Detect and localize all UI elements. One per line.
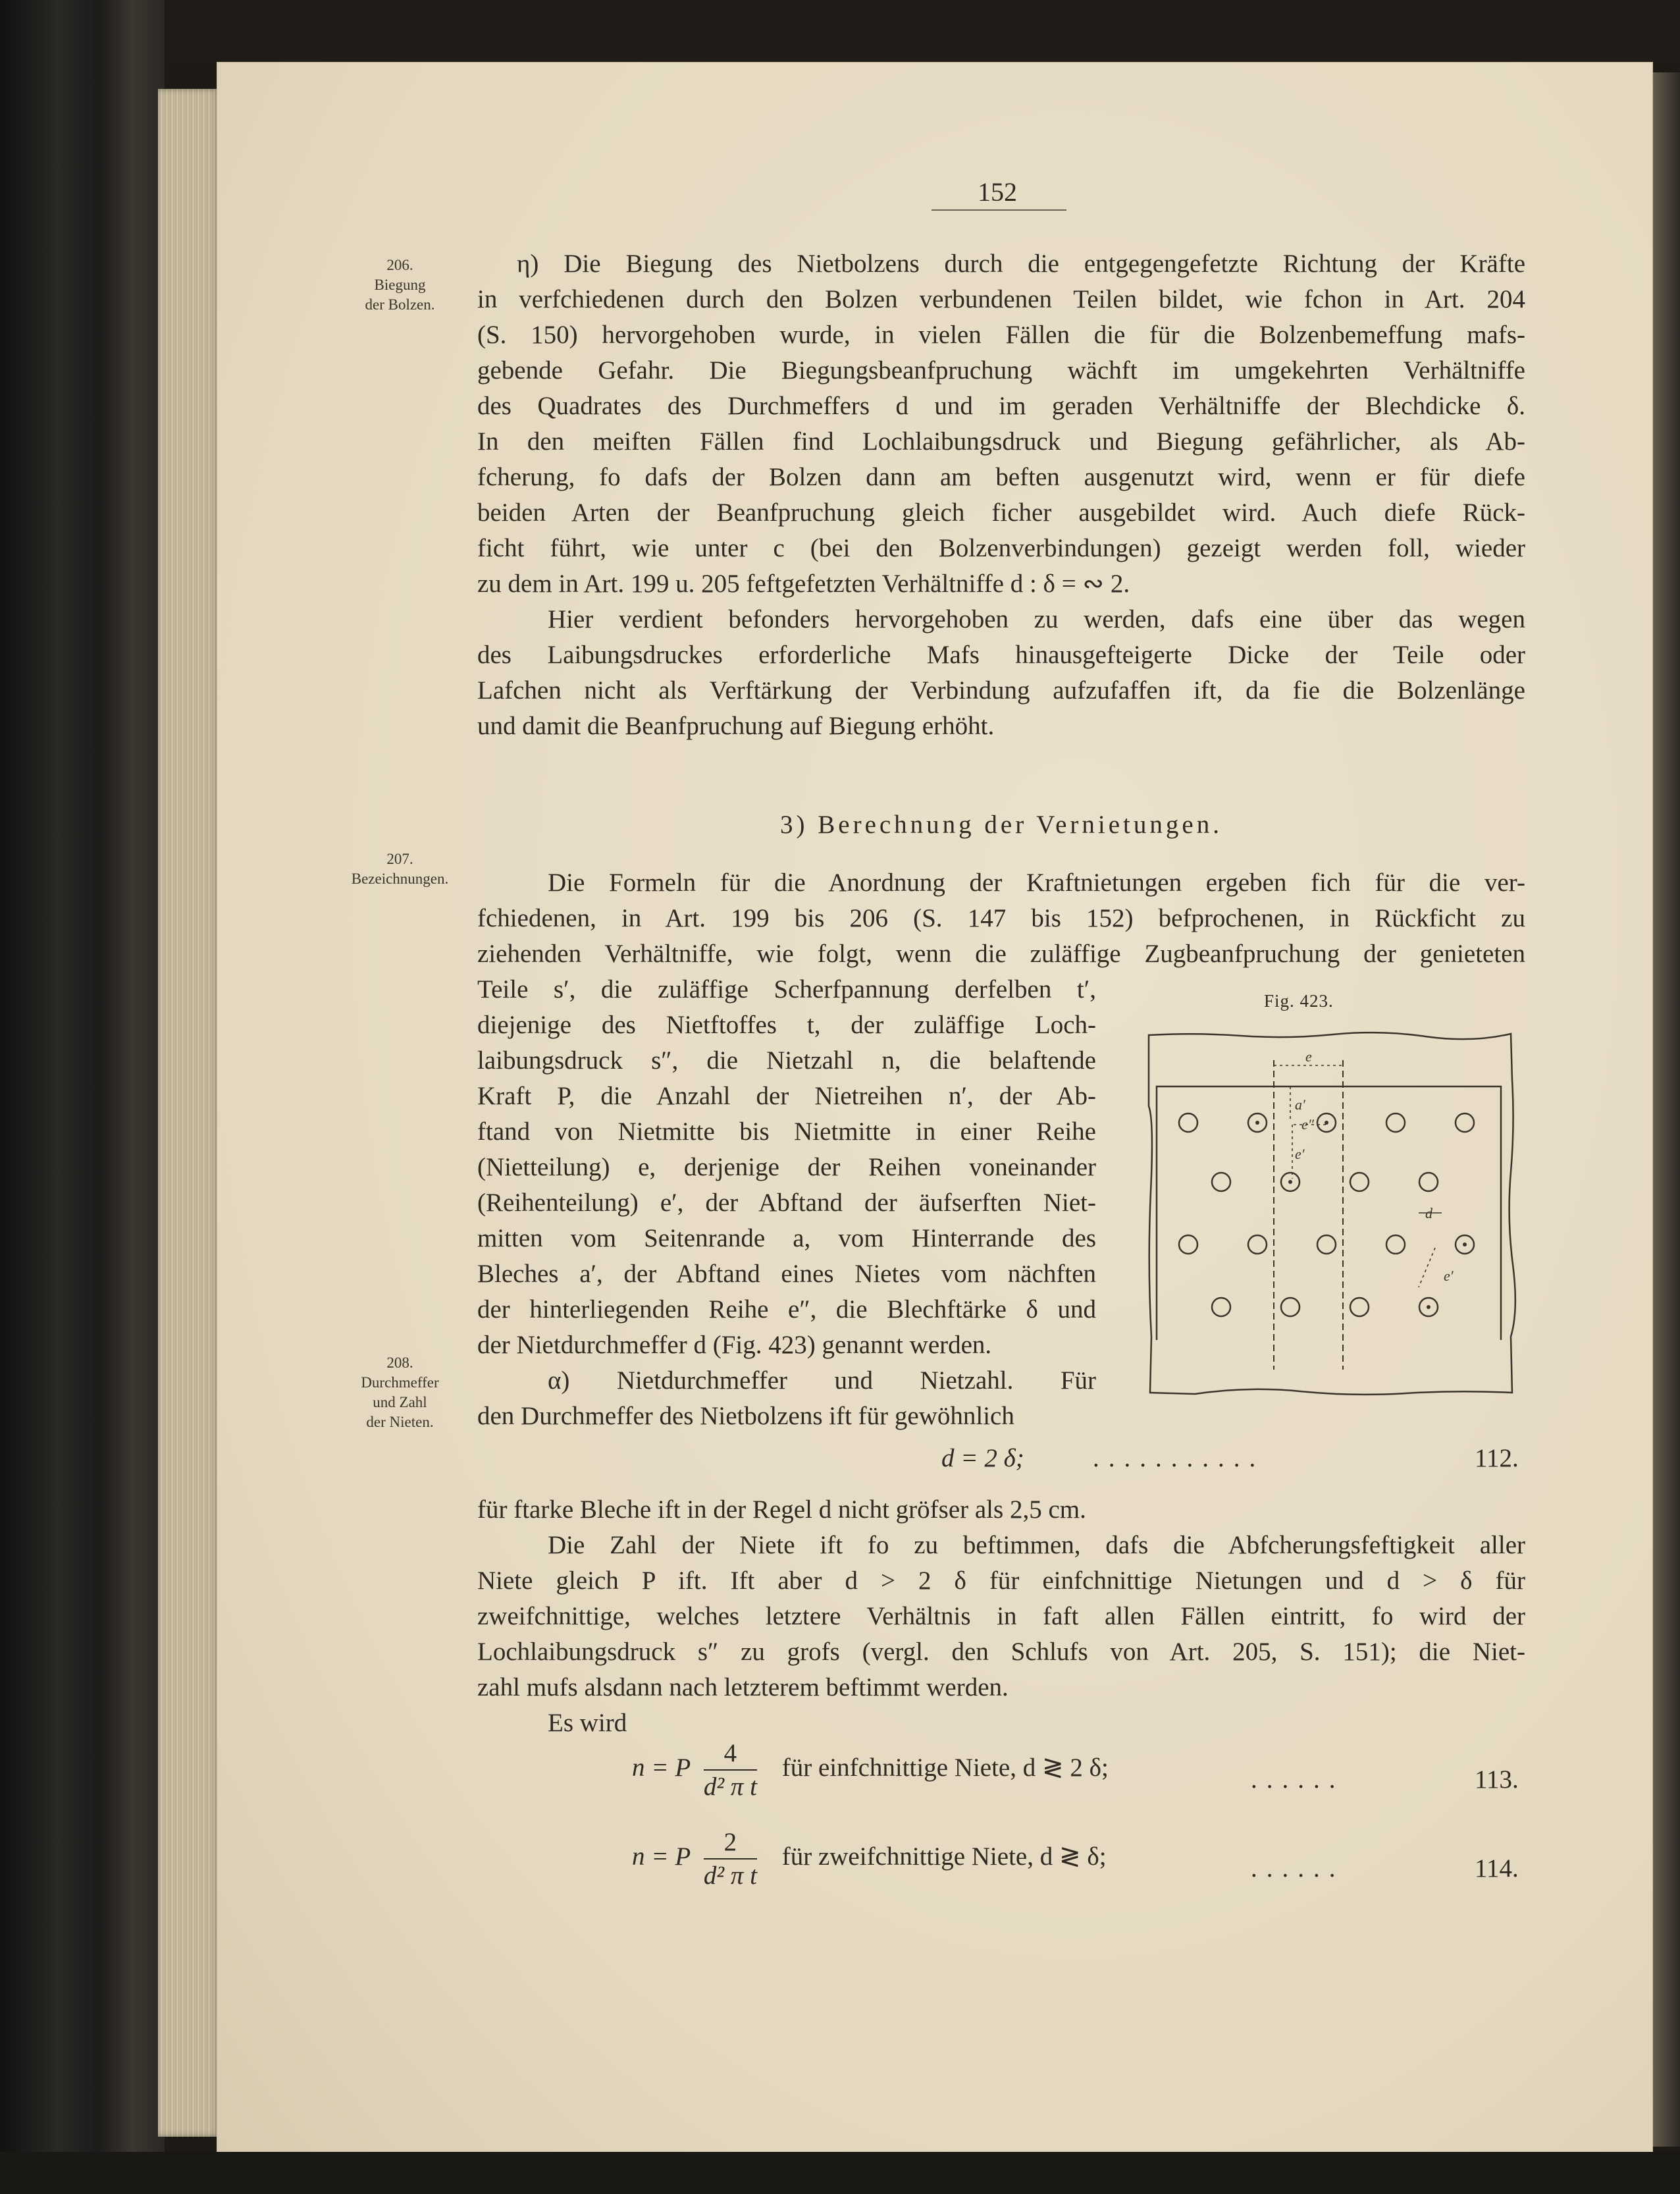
text-line: zahl mufs alsdann nach letzterem beftimmt werden. (477, 1673, 1009, 1701)
figure-423-rivet-diagram (1142, 1027, 1517, 1403)
label-a-prime: a′ (1295, 1096, 1305, 1113)
figure-caption: Fig. 423. (1264, 991, 1334, 1011)
margin-note-208 (342, 1353, 458, 1432)
text-line: ftand von Nietmitte bis Nietmitte in einer Reihe (477, 1117, 1096, 1146)
label-e-prime: e′ (1295, 1146, 1305, 1162)
text-line: und damit die Beanfpruchung auf Biegung erhöht. (477, 712, 995, 740)
rivet-center-dot (1255, 1121, 1259, 1125)
margin-note-line: Durchmeffer (361, 1374, 439, 1391)
label-e-prime-2: e′ (1444, 1268, 1454, 1284)
rivet-center-dot (1463, 1243, 1467, 1246)
rivet (1317, 1235, 1336, 1254)
equation-number-113: 113. (1475, 1765, 1519, 1794)
rivet (1456, 1113, 1474, 1132)
text-line: zweifchnittige, welches letztere Verhältnis in faft allen Fällen eintritt, fo wird der (477, 1602, 1525, 1630)
leader-dots: ........... (1093, 1444, 1265, 1472)
text-line: mitten vom Seitenrande a, vom Hinterrande des (477, 1224, 1096, 1252)
text-line: Hier verdient befonders hervorgehoben zu werden, dafs eine über das wegen (548, 605, 1525, 633)
text-line: Lochlaibungsdruck s″ zu grofs (vergl. den Schlufs von Art. 205, S. 151); die Niet- (477, 1638, 1525, 1666)
text-line: des Laibungsdruckes erforderliche Mafs hinausgefteigerte Dicke der Teile oder (477, 641, 1525, 669)
text-line: den Durchmeffer des Nietbolzens ift für gewöhnlich (477, 1402, 1014, 1430)
section-heading: 3) Berechnung der Vernietungen. (780, 811, 1222, 839)
text-line: (Reihenteilung) e′, der Abftand der äufserften Niet- (477, 1189, 1096, 1217)
label-e-double-prime: e″ (1301, 1116, 1314, 1133)
text-line: α) Nietdurchmeffer und Nietzahl. Für (548, 1366, 1096, 1395)
text-line: Niete gleich P ift. Ift aber d > 2 δ für einfchnittige Nietungen und d > δ für (477, 1566, 1525, 1595)
margin-note-206 (342, 255, 458, 315)
equation-112: d = 2 δ; (941, 1444, 1024, 1472)
equation-number-112: 112. (1475, 1444, 1519, 1472)
text-line: ficht führt, wie unter c (bei den Bolzenverbindungen) gezeigt werden foll, wieder (477, 534, 1525, 562)
text-line: des Quadrates des Durchmeffers d und im geraden Verhältniffe der Blechdicke δ. (477, 392, 1525, 420)
text-line: Lafchen nicht als Verftärkung der Verbindung aufzufaffen ift, da fie die Bolzenlänge (477, 676, 1525, 705)
margin-note-number: 207. (386, 851, 413, 867)
fraction-denominator: d² π t (703, 1861, 757, 1890)
equation-number-114: 114. (1475, 1854, 1519, 1883)
text-line: der Nietdurchmeffer d (Fig. 423) genannt werden. (477, 1331, 992, 1359)
fraction (704, 1738, 757, 1802)
rivet (1386, 1235, 1405, 1254)
text-line: fchiedenen, in Art. 199 bis 206 (S. 147 bis 152) befprochenen, in Rückficht zu (477, 904, 1525, 932)
rivet-center-dot (1325, 1121, 1328, 1125)
text-line: gebende Gefahr. Die Biegungsbeanfpruchung wächft im umgekehrten Verhältniffe (477, 356, 1525, 385)
margin-note-line: der Nieten. (366, 1414, 434, 1430)
fraction-denominator: d² π t (703, 1773, 757, 1801)
rivet (1386, 1113, 1405, 1132)
text-line: ziehenden Verhältniffe, wie folgt, wenn die zuläffige Zugbeanfpruchung der genieteten (477, 940, 1525, 968)
text-line: In den meiften Fällen find Lochlaibungsdruck und Biegung gefährlicher, als Ab- (477, 427, 1525, 456)
rivet (1350, 1173, 1369, 1191)
rivet (1179, 1235, 1197, 1254)
rivet (1248, 1235, 1267, 1254)
label-e: e (1305, 1048, 1312, 1065)
es-wird: Es wird (548, 1709, 627, 1737)
page-number-rule (932, 209, 1066, 211)
page-number: 152 (978, 177, 1017, 207)
book-binding (0, 0, 165, 2194)
equation-113 (632, 1738, 1109, 1802)
text-line: für ftarke Bleche ift in der Regel d nicht gröfser als 2,5 cm. (477, 1495, 1086, 1524)
dimension-eprime2-line (1419, 1248, 1435, 1287)
bottom-background (0, 2152, 1680, 2194)
rivet (1179, 1113, 1197, 1132)
rivet-center-dot (1427, 1305, 1431, 1309)
text-line: η) Die Biegung des Nietbolzens durch die entgegengefetzte Richtung der Kräfte (517, 250, 1525, 278)
margin-note-line: Biegung (374, 277, 426, 293)
rivet (1281, 1298, 1299, 1316)
page-edges (158, 89, 221, 2137)
equation-condition: für zweifchnittige Niete, d ≷ δ; (781, 1842, 1107, 1871)
text-line: laibungsdruck s″, die Nietzahl n, die belaftende (477, 1046, 1096, 1075)
rivet (1350, 1298, 1369, 1316)
text-line: diejenige des Nietftoffes t, der zuläffige Loch- (477, 1011, 1096, 1039)
text-line: der hinterliegenden Reihe e″, die Blechftärke δ und (477, 1295, 1096, 1324)
text-line: Kraft P, die Anzahl der Nietreihen n′, der Ab- (477, 1082, 1096, 1110)
equation-condition: für einfchnittige Niete, d ≷ 2 δ; (781, 1753, 1109, 1782)
rivet-center-dot (1288, 1180, 1292, 1184)
fraction (704, 1827, 757, 1890)
margin-note-line: und Zahl (373, 1394, 427, 1410)
equation-114 (632, 1827, 1107, 1890)
text-line: Teile s′, die zuläffige Scherfpannung derfelben t′, (477, 975, 1096, 1003)
fraction-numerator: 4 (704, 1738, 757, 1771)
margin-note-207 (332, 849, 467, 889)
margin-note-number: 208. (386, 1354, 413, 1371)
margin-note-number: 206. (386, 257, 413, 273)
text-line: fcherung, fo dafs der Bolzen dann am beften ausgenutzt wird, wenn er für diefe (477, 463, 1525, 491)
equation-lhs: n = P (632, 1753, 691, 1782)
text-line: Bleches a′, der Abftand eines Nietes vom nächften (477, 1260, 1096, 1288)
text-line: Die Zahl der Niete ift fo zu beftimmen, dafs die Abfcherungsfeftigkeit aller (548, 1531, 1525, 1559)
label-d: d (1425, 1205, 1432, 1221)
leader-dots: ...... (1251, 1854, 1345, 1883)
margin-note-line: der Bolzen. (365, 296, 435, 313)
text-line: (S. 150) hervorgehoben wurde, in vielen Fällen die für die Bolzenbemeffung mafs- (477, 321, 1525, 349)
rivet (1419, 1173, 1438, 1191)
text-line: (Nietteilung) e, derjenige der Reihen voneinander (477, 1153, 1096, 1181)
margin-note-line: Bezeichnungen. (351, 870, 449, 887)
top-background (165, 0, 1680, 63)
inner-plate-outline (1157, 1086, 1501, 1340)
fraction-numerator: 2 (704, 1827, 757, 1860)
text-line: beiden Arten der Beanfpruchung gleich ficher ausgebildet wird. Auch diefe Rück- (477, 498, 1525, 527)
text-line: zu dem in Art. 199 u. 205 feftgefetzten Verhältniffe d : δ = ∾ 2. (477, 570, 1130, 598)
text-line: Die Formeln für die Anordnung der Kraftnietungen ergeben fich für die ver- (548, 869, 1525, 897)
rivet (1212, 1298, 1230, 1316)
rivet (1212, 1173, 1230, 1191)
text-line: in verfchiedenen durch den Bolzen verbundenen Teilen bildet, wie fchon in Art. 204 (477, 285, 1525, 313)
leader-dots: ...... (1251, 1765, 1345, 1794)
equation-lhs: n = P (632, 1842, 691, 1871)
